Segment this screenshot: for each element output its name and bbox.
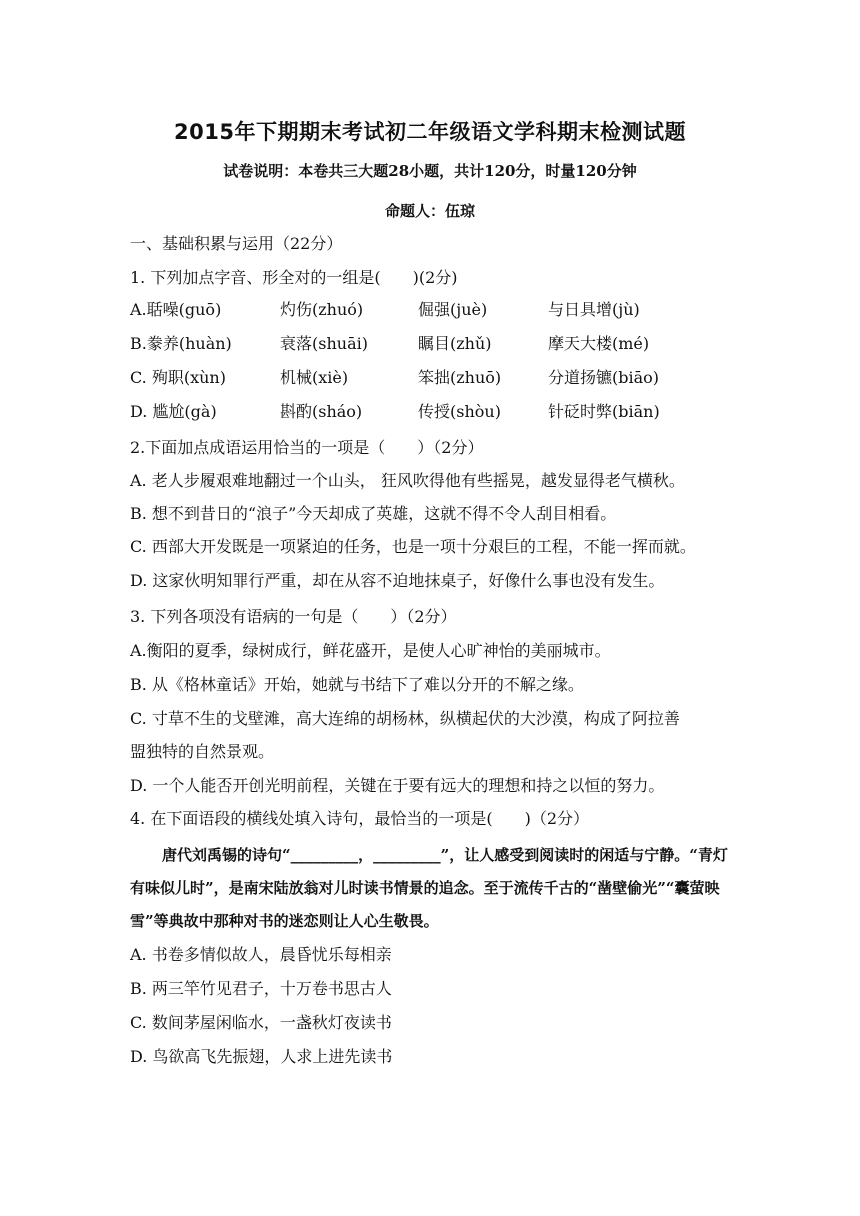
question-4-stem: 4. 在下面语段的横线处填入诗句，最恰当的一项是( )（2分） — [130, 809, 590, 828]
option-cell: A.聒噪(guō) — [130, 300, 222, 319]
option-cell: 摩天大楼(mé) — [548, 334, 650, 353]
question-2-option-a: A. 老人步履艰难地翻过一个山头， 狂风吹得他有些摇晃，越发显得老气横秋。 — [130, 471, 685, 490]
option-cell: C. 殉职(xùn) — [130, 368, 226, 387]
page-title: 2015年下期期末考试初二年级语文学科期末检测试题 — [174, 120, 686, 144]
option-cell: 瞩目(zhǔ) — [418, 334, 492, 353]
option-cell: 衰落(shuāi) — [280, 334, 368, 353]
question-2-stem: 2.下面加点成语运用恰当的一项是（ ）（2分） — [130, 438, 484, 457]
option-cell: D. 尴尬(gà) — [130, 402, 217, 421]
question-3-option-a: A.衡阳的夏季，绿树成行，鲜花盛开，是使人心旷神怡的美丽城市。 — [130, 641, 611, 660]
question-4-option-d: D. 鸟欲高飞先振翅，人求上进先读书 — [130, 1047, 393, 1066]
option-cell: 机械(xiè) — [280, 368, 349, 387]
exam-author: 命题人：伍琼 — [384, 202, 475, 220]
question-4-option-c: C. 数间茅屋闲临水，一盏秋灯夜读书 — [130, 1013, 392, 1032]
option-cell: 笨拙(zhuō) — [418, 368, 502, 387]
option-cell: 针砭时弊(biān) — [548, 402, 660, 421]
question-4-option-b: B. 两三竿竹见君子，十万卷书思古人 — [130, 979, 392, 998]
question-3-option-c: C. 寸草不生的戈壁滩，高大连绵的胡杨林，纵横起伏的大沙漠，构成了阿拉善 — [130, 709, 680, 728]
question-1-option-d — [130, 400, 730, 424]
question-4-passage — [130, 839, 730, 938]
option-cell: B.豢养(huàn) — [130, 334, 232, 353]
question-4-option-a: A. 书卷多情似故人，晨昏忧乐每相亲 — [130, 945, 392, 964]
question-2-option-c: C. 西部大开发既是一项紧迫的任务，也是一项十分艰巨的工程，不能一挥而就。 — [130, 537, 696, 556]
option-cell: 分道扬镳(biāo) — [548, 368, 660, 387]
option-cell: 灼伤(zhuó) — [280, 300, 364, 319]
option-cell: 斟酌(sháo) — [280, 402, 363, 421]
option-cell: 传授(shòu) — [418, 402, 501, 421]
question-2-option-d: D. 这家伙明知罪行严重，却在从容不迫地抹桌子，好像什么事也没有发生。 — [130, 571, 665, 590]
option-cell: 与日具增(jù) — [548, 300, 640, 319]
question-1-stem: 1. 下列加点字音、形全对的一组是( )(2分) — [130, 268, 458, 287]
option-cell: 倔强(juè) — [418, 300, 488, 319]
question-3-option-c-cont: 盟独特的自然景观。 — [130, 742, 275, 761]
question-2-option-b: B. 想不到昔日的“浪子”今天却成了英雄，这就不得不令人刮目相看。 — [130, 504, 617, 523]
question-3-option-b: B. 从《格林童话》开始，她就与书结下了难以分开的不解之缘。 — [130, 675, 584, 694]
question-1-option-b — [130, 332, 730, 356]
question-3-stem: 3. 下列各项没有语病的一句是（ ）（2分） — [130, 607, 457, 626]
exam-instructions: 试卷说明：本卷共三大题28小题，共计120分，时量120分钟 — [223, 162, 637, 180]
question-1-option-c — [130, 366, 730, 390]
passage-text: 唐代刘禹锡的诗句“_________，_________”，让人感受到阅读时的闲适与宁静。“青灯有味似儿时”，是南宋陆放翁对儿时读书情景的追念。至于流传千古的“凿壁偷光”“囊萤映雪”等典故中那种对书的迷恋则让人心生敬畏。 — [130, 846, 728, 930]
question-1-option-a — [130, 298, 730, 322]
question-3-option-d: D. 一个人能否开创光明前程，关键在于要有远大的理想和持之以恒的努力。 — [130, 776, 665, 795]
section-heading: 一、基础积累与运用（22分） — [130, 234, 343, 253]
